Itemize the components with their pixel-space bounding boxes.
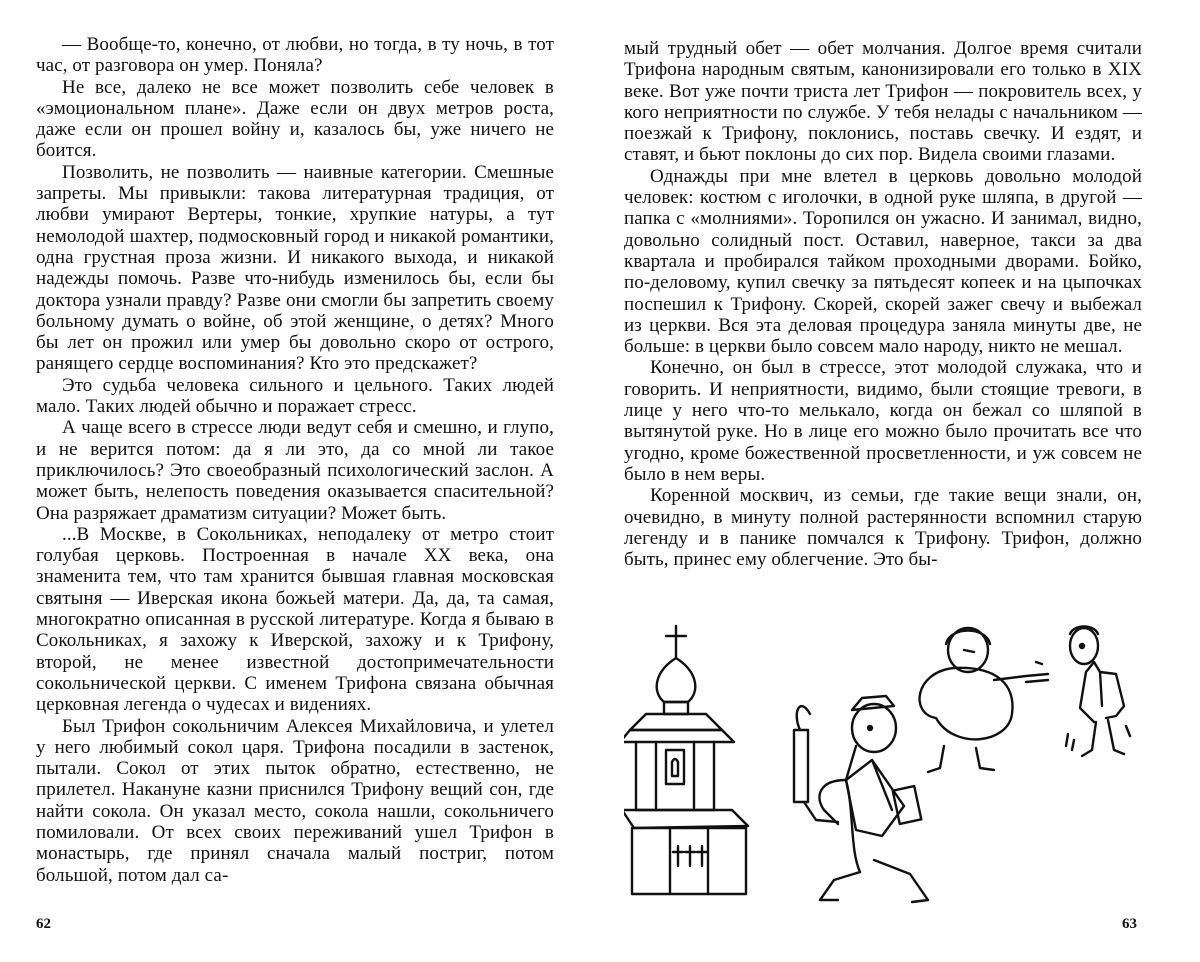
- cross-marks-icon: [673, 846, 707, 866]
- church-and-figures-drawing: [624, 610, 1144, 910]
- right-page-text: [624, 38, 1142, 570]
- paragraph-continuation: мый трудный обет — обет молчания. Долгое время считали Трифона народным святым, канонизировали его только в XIX веке. Вот уже почти триста лет Трифон — покровитель всех, у кого неприятности по службе. У тебя нелады с начальником — поезжай к Трифону, поклонись, поставь свечку. И ездят, и ставят, и бьют поклоны до сих пор. Видела своими глазами.: [624, 38, 1142, 166]
- paragraph: А чаще всего в стрессе люди ведут себя и смешно, и глупо, и не верится потом: да я ли это, да со мной ли такое приключилось? Это своеобразный психологический заслон. А может быть, нелепость поведения оказывается спасительной? Она разряжает драматизм ситуации? Может быть.: [36, 417, 554, 524]
- paragraph: Однажды при мне влетел в церковь довольно молодой человек: костюм с иголочки, в одной руке шляпа, в другой — папка с «молниями». Торопился он ужасно. И занимал, видно, довольно солидный пост. Оставил, наверное, такси за два квартала и пробирался тайком проходными дворами. Бойко, по-деловому, купил свечку за пятьдесят копеек и на цыпочках поспешил к Трифону. Скорей, скорей зажег свечу и выбежал из церкви. Вся эта деловая процедура заняла минуты две, не больше: в церкви было совсем мало народу, никто не мешал.: [624, 165, 1142, 358]
- boss-pointing-drawing: [920, 628, 1048, 772]
- paragraph: — Вообще-то, конечно, от любви, но тогда, в ту ночь, в тот час, от разговора он умер. Поняла?: [36, 34, 554, 77]
- left-page-text: [36, 34, 554, 886]
- paragraph: Позволить, не позволить — наивные категории. Смешные запреты. Мы привыкли: такова литературная традиция, от любви умирают Вертеры, тонкие, хрупкие натуры, а тут немолодой шахтер, подмосковный город и никакой романтики, одна грустная проза жизни. И никакого выхода, и никакой надежды помочь. Разве что-нибудь изменилось бы, если бы доктора узнали правду? Разве они смогли бы запретить своему больному думать о войне, об этой женщине, о детях? Много бы лет он прожил или умер бы довольно скоро от острого, ранящего сердце воспоминания? Кто это предскажет?: [36, 161, 554, 375]
- page-number-right: 63: [1122, 916, 1137, 932]
- running-man-drawing: [794, 696, 928, 902]
- cartoon-illustration: [624, 610, 1144, 910]
- paragraph: Это судьба человека сильного и цельного. Таких людей мало. Таких людей обычно и поражает стресс.: [36, 374, 554, 418]
- paragraph: Был Трифон сокольничим Алексея Михайловича, и улетел у него любимый сокол царя. Трифона посадили в застенок, пытали. Сокол от этих пыток обратно, естественно, не прилетел. Накануне казни приснился Трифону вещий сон, где найти сокола. Он указал место, сокола нашли, сокольничего помиловали. От всех своих переживаний ушел Трифон в монастырь, где принял сначала малый постриг, потом большой, потом дал са-: [36, 715, 554, 886]
- paragraph: Коренной москвич, из семьи, где такие вещи знали, он, очевидно, в минуту полной растерянности вспомнил старую легенду и в панике помчался к Трифону. Трифон, должно быть, принес ему облегчение. Это бы-: [624, 485, 1142, 571]
- small-man-drawing: [1066, 627, 1130, 757]
- paragraph: ...В Москве, в Сокольниках, неподалеку от метро стоит голубая церковь. Построенная в начале XX века, она знаменита тем, что там хранится бывшая главная московская святыня — Иверская икона божьей матери. Да, да, та самая, многократно описанная в русской литературе. Когда я бываю в Сокольниках, я захожу к Иверской, захожу и к Трифону, второй, не менее известной достопримечательности сокольнической церкви. С именем Трифона связана обычная церковная легенда о чудесах и видениях.: [36, 523, 554, 716]
- paragraph: Конечно, он был в стрессе, этот молодой служака, что и говорить. И неприятности, видимо, были стоящие тревоги, в лице у него что-то мелькало, когда он бежал со шляпой в вытянутой руке. Но в лице его можно было прочитать все что угодно, кроме божественной просветленности, и уж совсем не было в нем веры.: [624, 357, 1142, 485]
- church-drawing: [624, 626, 748, 894]
- paragraph: Не все, далеко не все может позволить себе человек в «эмоциональном плане». Даже если он двух метров роста, даже если он прошел войну и, казалось бы, уже ничего не боится.: [36, 76, 554, 162]
- page-number-left: 62: [36, 916, 51, 932]
